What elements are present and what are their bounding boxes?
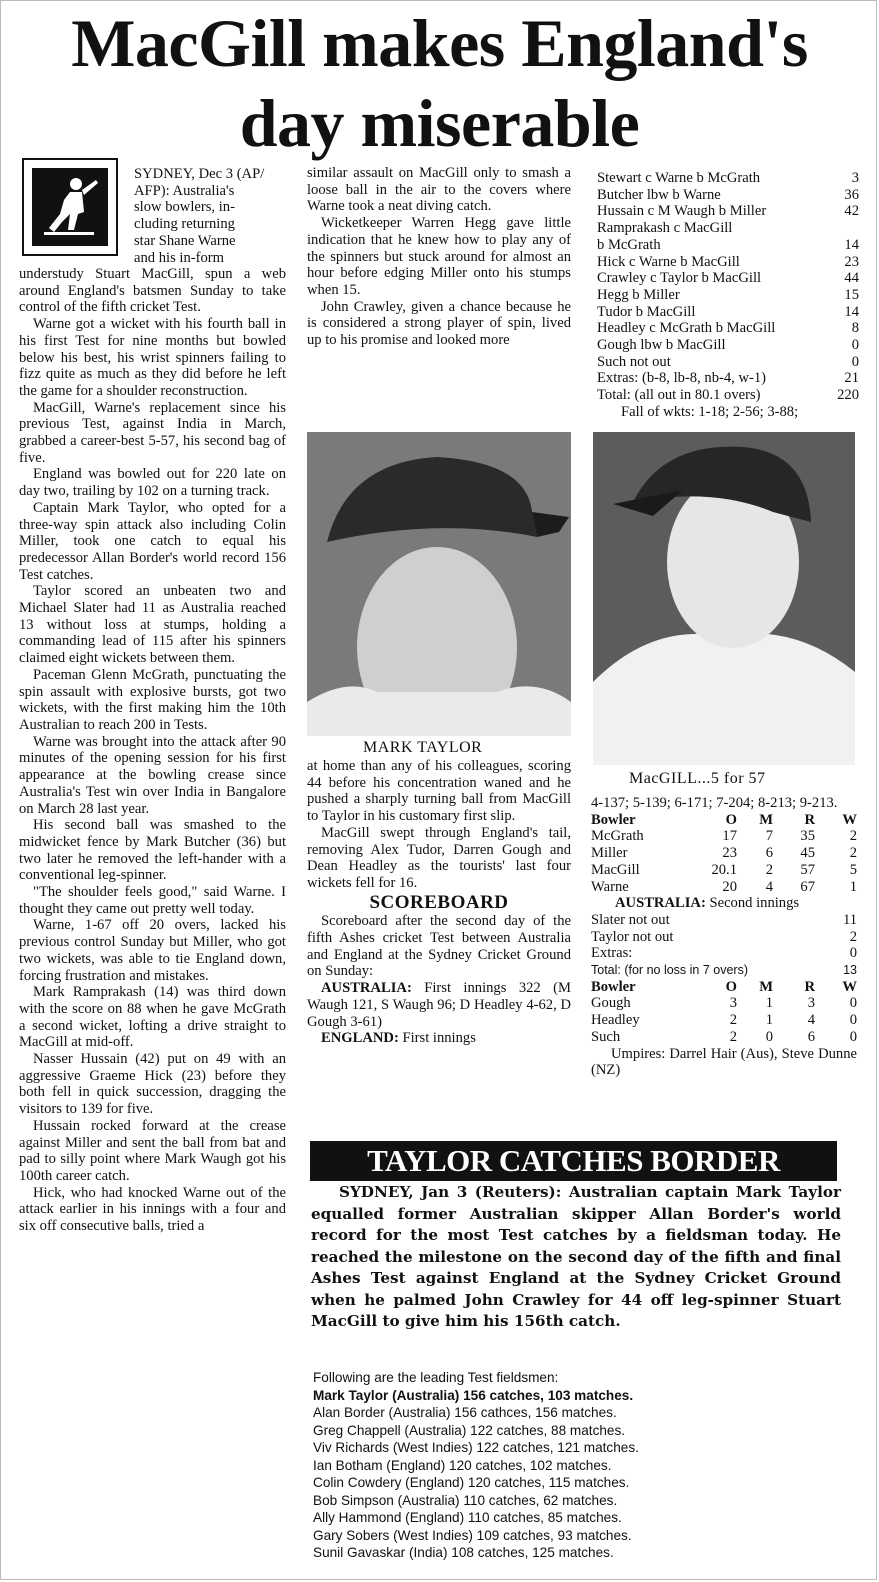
paragraph: Mark Ramprakash (14) was third down with the score on 88 when he gave McGrath a second wicket, lofting a drive straight to MacGill at mid-off. [19,984,286,1051]
paragraph: Wicketkeeper Warren Hegg gave little indication that he knew how to play any of the spinners but stuck around for almost an hour before edging Miller onto his stumps when 15. [307,215,571,298]
photo-macgill [593,432,855,765]
batting-row: Tudor b MacGill 14 [597,303,859,320]
bowling-row: McGrath 17 7 35 2 [591,828,857,845]
fall-of-wickets-2: 4-137; 5-139; 6-171; 7-204; 8-213; 9-213. [591,795,838,811]
batting-row: Total: (for no loss in 7 overs) 13 [591,963,857,978]
column-3-bottom [591,795,857,1079]
eng-first-label: ENGLAND: [321,1030,399,1047]
list-item: Greg Chappell (Australia) 122 catches, 88 matches. [313,1422,626,1438]
batting-row: Butcher lbw b Warne 36 [597,186,859,203]
cricket-batsman-icon [32,168,108,246]
batting-row: Hick c Warne b MacGill 23 [597,253,859,270]
caption-mark-taylor: MARK TAYLOR [363,739,483,756]
fall-of-wickets-1: Fall of wkts: 1-18; 2-56; 3-88; [621,403,799,420]
bowling-row: Headley 2 1 4 0 [591,1012,857,1029]
bowling-row: Gough 3 1 3 0 [591,995,857,1012]
batting-row: Total: (all out in 80.1 overs) 220 [597,387,859,404]
intro-line: and his in-form [134,249,224,266]
bowling-row: Miller 23 6 45 2 [591,845,857,862]
batting-row: Crawley c Taylor b MacGill 44 [597,270,859,287]
batting-row: Ramprakash c MacGill [597,220,733,237]
list-item: Ally Hammond (England) 110 catches, 85 matches. [313,1510,622,1525]
intro-line: SYDNEY, Dec 3 (AP/ [134,166,265,182]
fielders-intro: Following are the leading Test fieldsmen: [313,1370,559,1385]
paragraph: Taylor scored an unbeaten two and Michael Slater had 11 as Australia reached 13 without loss at stumps, holding a commanding lead of 115 after his spinners claimed eight wickets between them. [19,583,286,667]
paragraph: Captain Mark Taylor, who opted for a three-way spin attack also including Colin Miller, took one catch to equal his predecessor Allan Border's world record 156 Test catches. [19,499,286,583]
aus-second-innings: AUSTRALIA: Second innings [615,895,800,912]
column-2-top [307,165,571,349]
paragraph: MacGill swept through England's tail, removing Alex Tudor, Darren Gough and Dean Headley as the tourists' last four wickets fell for 16. [307,824,571,891]
sidebar-lead-text: SYDNEY, Jan 3 (Reuters): Australian captain Mark Taylor equalled former Australian skipper Allan Border's world record for the most Test catches by a fieldsman today. He reached the milestone on the second day of the fifth and final Ashes Test against England at the Sydney Cricket Ground when he palmed John Crawley for 44 off leg-spinner Stuart MacGill to give him his 156th catch. [311,1183,841,1330]
cricket-icon-box [22,158,118,256]
batting-row: Gough lbw b MacGill 0 [597,337,859,354]
batting-row: Extras: 0 [591,945,857,962]
bowling-header: Bowler O M R W [591,811,857,828]
paragraph: Hick, who had knocked Warne out of the attack earlier in his innings with a four and six off consecutive balls, tried a [19,1184,286,1235]
batting-row: b McGrath 14 [597,236,859,253]
sidebar-lead [311,1182,841,1333]
umpires: Umpires: Darrel Hair (Aus), Steve Dunne (NZ) [591,1045,857,1079]
intro-line: star Shane Warne [134,232,236,249]
intro-line: AFP): Australia's [134,182,235,199]
batting-row: Slater not out 11 [591,911,857,928]
bowling-row: Warne 20 4 67 1 [591,878,857,895]
column-1 [19,266,286,1235]
fielders-list [313,1369,833,1562]
england-batting-card [597,170,859,421]
paragraph: His second ball was smashed to the midwicket fence by Mark Butcher (36) but two later he removed the left-hander with a conventional leg-spinner. [19,817,286,884]
paragraph: "The shoulder feels good," said Warne. I thought they came out pretty well today. [19,884,286,917]
aus-first-innings [307,980,571,1030]
caption-macgill: MacGILL...5 for 57 [629,770,766,787]
batting-row: Hussain c M Waugh b Miller 42 [597,203,859,220]
eng-first-innings [307,1030,571,1047]
paragraph: Warne was brought into the attack after 90 minutes of the opening session for his first appearance at the bowling crease since Australia's Test win over India in Bangalore on March 28 last year. [19,733,286,817]
paragraph: Warne, 1-67 off 20 overs, lacked his previous control Sunday but Miller, who got two wickets, was able to tie England down, forcing frustration and mistakes. [19,917,286,984]
sidebar-title-bar: TAYLOR CATCHES BORDER [310,1141,837,1181]
paragraph: MacGill, Warne's replacement since his previous Test, against India in March, grabbed a career-best 5-57, his second bag of five. [19,399,286,466]
intro-line: cluding returning [134,216,235,233]
bowling-row: MacGill 20.1 2 57 5 [591,861,857,878]
intro-line: slow bowlers, in- [134,199,235,216]
list-item: Sunil Gavaskar (India) 108 catches, 125 matches. [313,1545,614,1560]
list-item: Colin Cowdery (England) 120 catches, 115 matches. [313,1475,630,1490]
batting-row: Taylor not out 2 [591,928,857,945]
list-item: Viv Richards (West Indies) 122 catches, 121 matches. [313,1440,639,1455]
bowling-header: Bowler O M R W [591,978,857,995]
scoreboard-heading: SCOREBOARD [369,891,509,913]
headline-line-2: day miserable [239,85,640,161]
paragraph: similar assault on MacGill only to smash a loose ball in the air to the covers where Warne took a neat diving catch. [307,165,571,215]
column-1-intro [134,166,286,266]
paragraph: Paceman Glenn McGrath, punctuating the spin assault with explosive bursts, got two wickets, with the first making him the 10th Australian to reach 200 in Tests. [19,666,286,733]
paragraph: understudy Stuart MacGill, spun a web around England's batsmen Sunday to take control of the fifth cricket Test. [19,266,286,316]
aus-first-text: First innings 322 (M Waugh 121, S Waugh 96; D Headley 4-62, D Gough 3-61) [307,980,571,1030]
aus-first-label: AUSTRALIA: [321,980,412,997]
batting-row: Extras: (b-8, lb-8, nb-4, w-1) 21 [597,370,859,387]
paragraph: Warne got a wicket with his fourth ball in his first Test for nine months but bowled below his best, his wrist spinners failing to fizz quite as much as they did before he left the game for a shoulder reconstruction. [19,316,286,399]
list-item: Ian Botham (England) 120 catches, 102 matches. [313,1457,612,1473]
batting-row: Such not out 0 [597,353,859,370]
list-item: Bob Simpson (Australia) 110 catches, 62 matches. [313,1492,618,1508]
paragraph: John Crawley, given a chance because he is considered a strong player of spin, lived up to his promise and looked more [307,298,571,349]
column-2-bottom [307,758,571,1047]
paragraph: Hussain rocked forward at the crease against Miller and sent the ball from bat and pad to silly point where Mark Waugh got his 100th career catch. [19,1117,286,1184]
eng-first-text: First innings [402,1030,476,1047]
paragraph: at home than any of his colleagues, scoring 44 before his concentration waned and he pushed a sharply turning ball from MacGill to Taylor in his customary first slip. [307,758,571,825]
batting-row: Hegg b Miller 15 [597,286,859,303]
batting-row: Stewart c Warne b McGrath 3 [597,170,859,186]
paragraph: Nasser Hussain (42) put on 49 with an aggressive Graeme Hick (23) before they both fell in quick succession, dragging the visitors to 139 for five. [19,1051,286,1118]
scoreboard-intro: Scoreboard after the second day of the fifth Ashes cricket Test between Australia and England at the Sydney Cricket Ground on Sunday: [307,913,571,980]
photo-mark-taylor [307,432,571,736]
paragraph: England was bowled out for 220 late on day two, trailing by 102 on a turning track. [19,466,286,500]
list-item: Gary Sobers (West Indies) 109 catches, 93 matches. [313,1527,632,1543]
bowling-row: Such 2 0 6 0 [591,1028,857,1045]
headline-line-1: MacGill makes England's [71,5,808,81]
list-item: Alan Border (Australia) 156 cathces, 156 matches. [313,1405,617,1420]
list-item: Mark Taylor (Australia) 156 catches, 103 matches. [313,1387,634,1403]
batting-row: Headley c McGrath b MacGill 8 [597,320,859,337]
